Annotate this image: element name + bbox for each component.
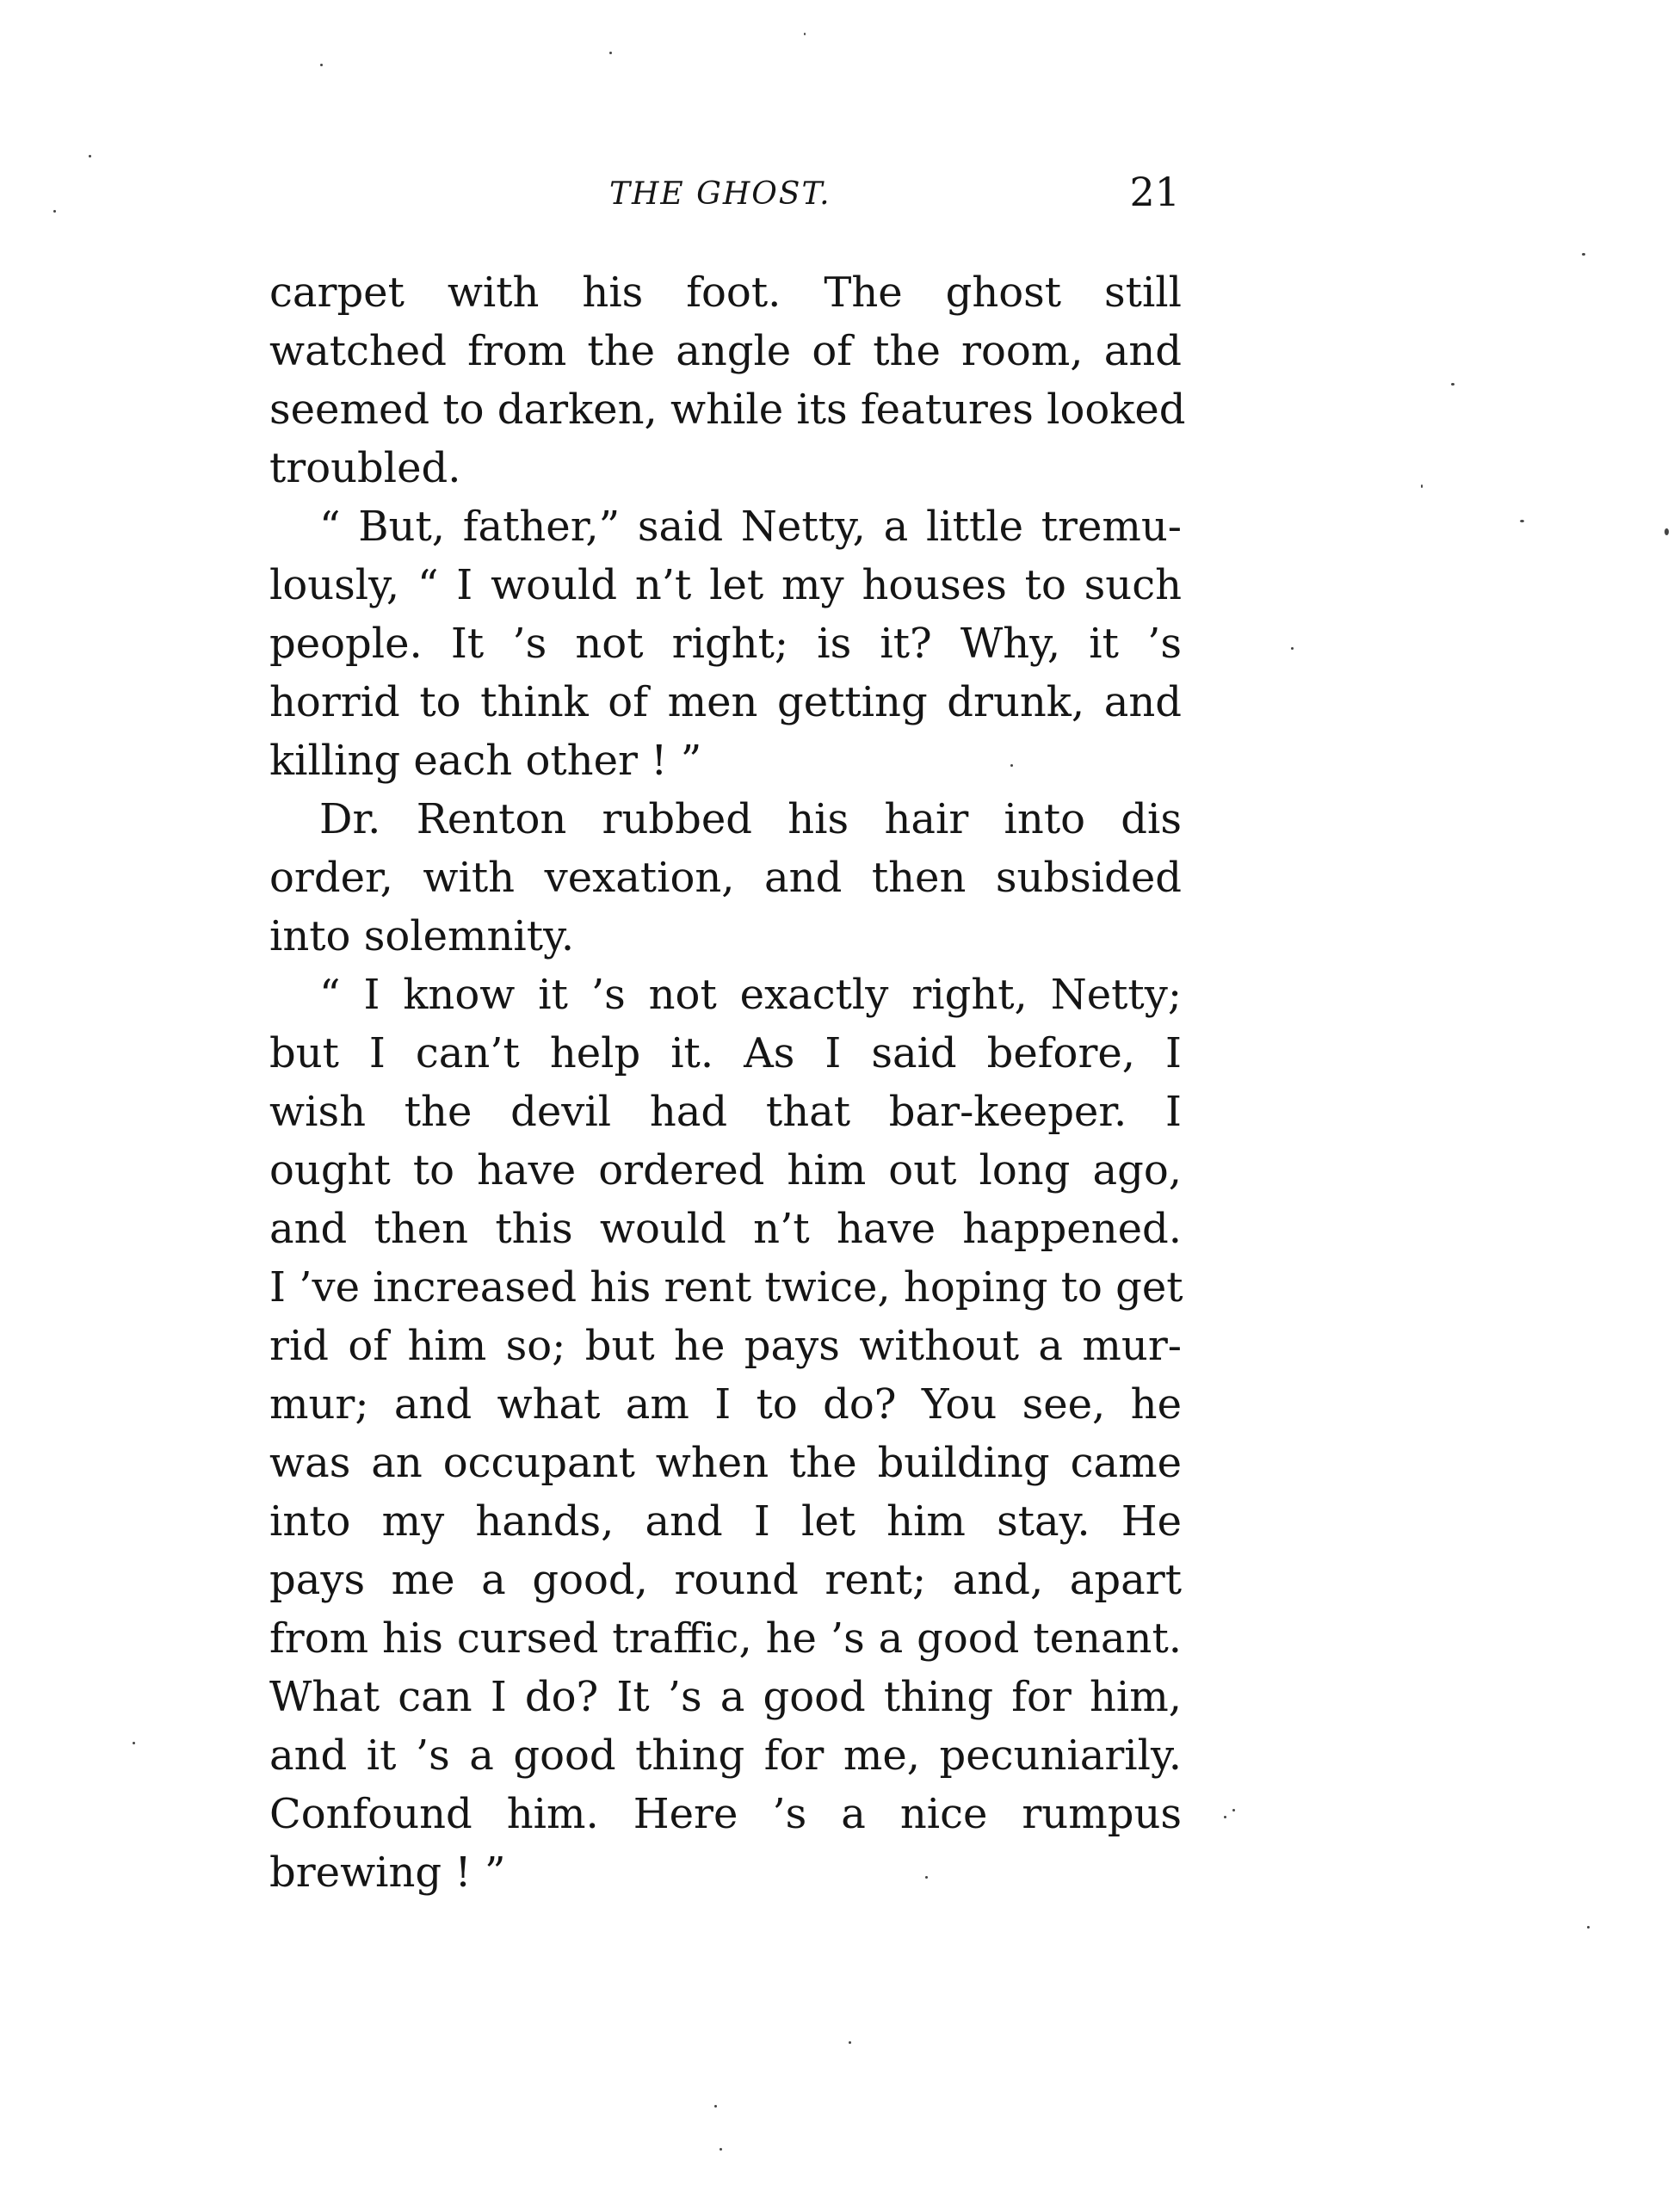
scan-speck [53,210,56,213]
text-line: people. It ’s not right; is it? Why, it ’s [269,620,1182,668]
text-line: brewing ! ” [269,1848,506,1897]
text-line: carpet with his foot. The ghost still [269,268,1182,317]
scan-speck [720,2148,722,2151]
scan-speck [1010,764,1013,767]
scan-speck [320,64,323,66]
text-line: wish the devil had that bar-keeper. I [269,1088,1182,1136]
text-line: lously, “ I would n’t let my houses to such [269,561,1182,609]
text-line: What can I do? It ’s a good thing for him, [269,1673,1182,1721]
text-line: from his cursed traffic, he ’s a good tenant. [269,1614,1182,1663]
scan-speck [1582,253,1585,256]
text-line: seemed to darken, while its features looked [269,386,1186,434]
text-line: was an occupant when the building came [269,1439,1182,1487]
text-line: Dr. Renton rubbed his hair into dis [319,795,1182,843]
text-line: watched from the angle of the room, and [269,327,1182,375]
text-line: ought to have ordered him out long ago, [269,1146,1182,1194]
scan-speck [1665,528,1669,535]
text-line: horrid to think of men getting drunk, and [269,678,1182,726]
scan-speck [1520,520,1524,522]
scan-speck [804,33,806,35]
text-line: mur; and what am I to do? You see, he [269,1380,1182,1429]
scan-speck [89,155,91,157]
text-line: I ’ve increased his rent twice, hoping to get [269,1263,1183,1312]
scan-speck [1587,1926,1590,1929]
text-line: killing each other ! ” [269,737,702,785]
text-line: but I can’t help it. As I said before, I [269,1029,1182,1077]
text-line: troubled. [269,444,461,492]
text-line: rid of him so; but he pays without a mur- [269,1322,1182,1370]
scan-speck [849,2041,851,2044]
text-line: pays me a good, round rent; and, apart [269,1556,1182,1604]
page-number: 21 [1129,169,1180,215]
text-line: and then this would n’t have happened. [269,1205,1182,1253]
scan-speck [1232,1809,1235,1811]
text-line: and it ’s a good thing for me, pecuniarily. [269,1731,1182,1780]
scan-speck [133,1742,135,1744]
text-line: Confound him. Here ’s a nice rumpus [269,1790,1182,1838]
scan-speck [609,52,612,54]
scan-speck [1291,647,1294,650]
scan-speck [1224,1816,1226,1818]
scan-speck [714,2105,717,2108]
text-line: “ I know it ’s not exactly right, Netty; [319,971,1182,1019]
text-line: into my hands, and I let him stay. He [269,1497,1182,1546]
text-line: into solemnity. [269,912,575,960]
body-text [269,263,1186,1902]
text-line: order, with vexation, and then subsided [269,854,1182,902]
running-title: THE GHOST. [609,176,831,212]
scan-speck [1421,484,1423,488]
text-line: “ But, father,” said Netty, a little tremu- [319,503,1182,551]
scan-speck [1451,383,1455,386]
page-header [269,168,1180,228]
scan-speck [925,1876,928,1879]
